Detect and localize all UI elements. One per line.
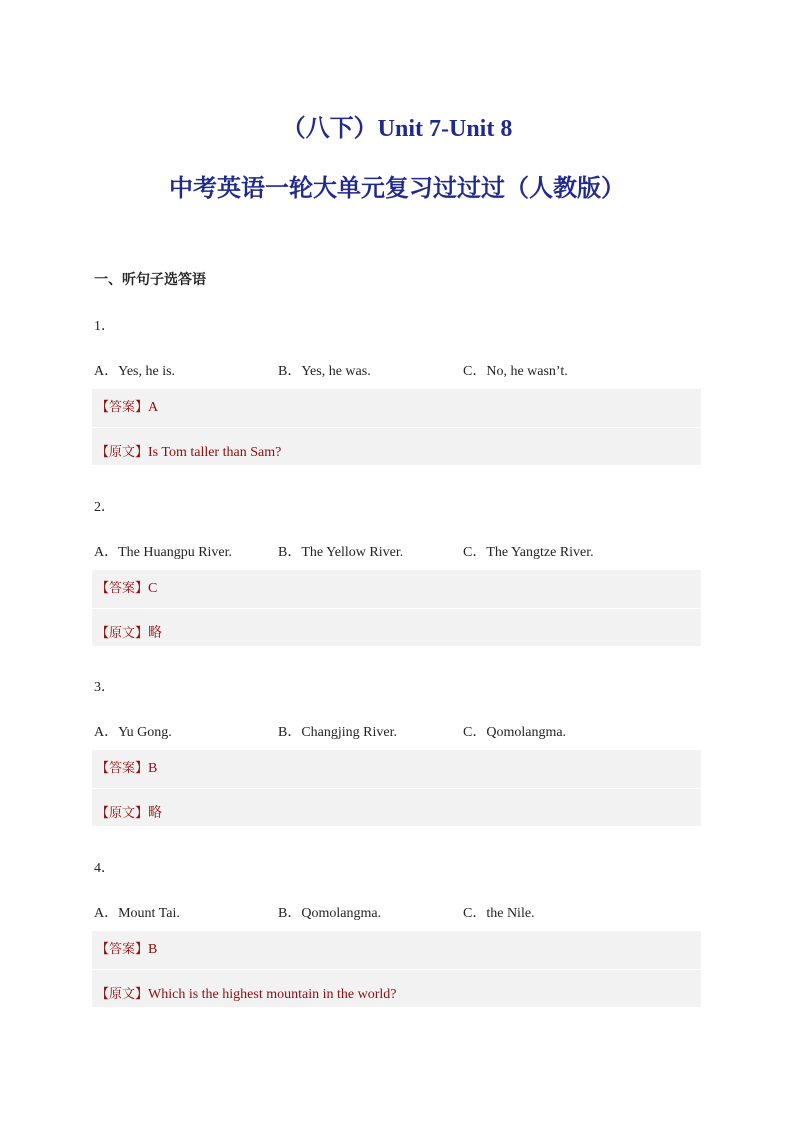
original-line [96, 802, 162, 822]
section-heading: 一、听句子选答语 [94, 272, 206, 288]
answer-tag: 【答案】 [96, 581, 149, 596]
answer-value: B [148, 761, 158, 776]
answer-tag: 【答案】 [96, 942, 149, 957]
option-a: A．Mount Tai. [94, 906, 180, 921]
original-tag: 【原文】 [96, 987, 149, 1002]
original-text: Which is the highest mountain in the world? [148, 987, 397, 1002]
answer-divider [92, 427, 701, 428]
question-4 [0, 857, 794, 1037]
option-b: B．Changjing River. [278, 725, 397, 740]
answer-divider [92, 788, 701, 789]
option-c: C．No, he wasn’t. [463, 364, 568, 379]
answer-value: A [148, 400, 159, 415]
answer-tag: 【答案】 [96, 761, 149, 776]
original-tag: 【原文】 [96, 626, 149, 641]
answer-line [96, 938, 157, 958]
answer-tag: 【答案】 [96, 400, 149, 415]
answer-line [96, 577, 157, 597]
document-subtitle: 中考英语一轮大单元复习过过过（人教版） [169, 176, 625, 202]
question-number: 1． [94, 319, 115, 334]
option-b: B．The Yellow River. [278, 545, 404, 560]
original-text: Is Tom taller than Sam? [148, 445, 282, 460]
option-b: B．Qomolangma. [278, 906, 382, 921]
original-text: 略 [148, 626, 163, 641]
original-line [96, 622, 162, 642]
question-2 [0, 496, 794, 676]
answer-line [96, 757, 157, 777]
option-a: A．The Huangpu River. [94, 545, 233, 560]
original-tag: 【原文】 [96, 806, 149, 821]
option-c: C．the Nile. [463, 906, 535, 921]
question-3 [0, 676, 794, 856]
original-line [96, 983, 396, 1003]
option-c: C．The Yangtze River. [463, 545, 594, 560]
answer-divider [92, 608, 701, 609]
option-a: A．Yes, he is. [94, 364, 176, 379]
document-title: （八下）Unit 7-Unit 8 [281, 116, 513, 142]
original-tag: 【原文】 [96, 445, 149, 460]
question-number: 2． [94, 500, 115, 515]
question-1 [0, 315, 794, 495]
option-c: C．Qomolangma. [463, 725, 567, 740]
question-number: 4． [94, 861, 115, 876]
original-text: 略 [148, 806, 163, 821]
answer-divider [92, 969, 701, 970]
answer-value: C [148, 581, 158, 596]
option-a: A．Yu Gong. [94, 725, 172, 740]
answer-line [96, 396, 158, 416]
original-line [96, 441, 281, 461]
question-number: 3． [94, 680, 115, 695]
answer-value: B [148, 942, 158, 957]
option-b: B．Yes, he was. [278, 364, 371, 379]
